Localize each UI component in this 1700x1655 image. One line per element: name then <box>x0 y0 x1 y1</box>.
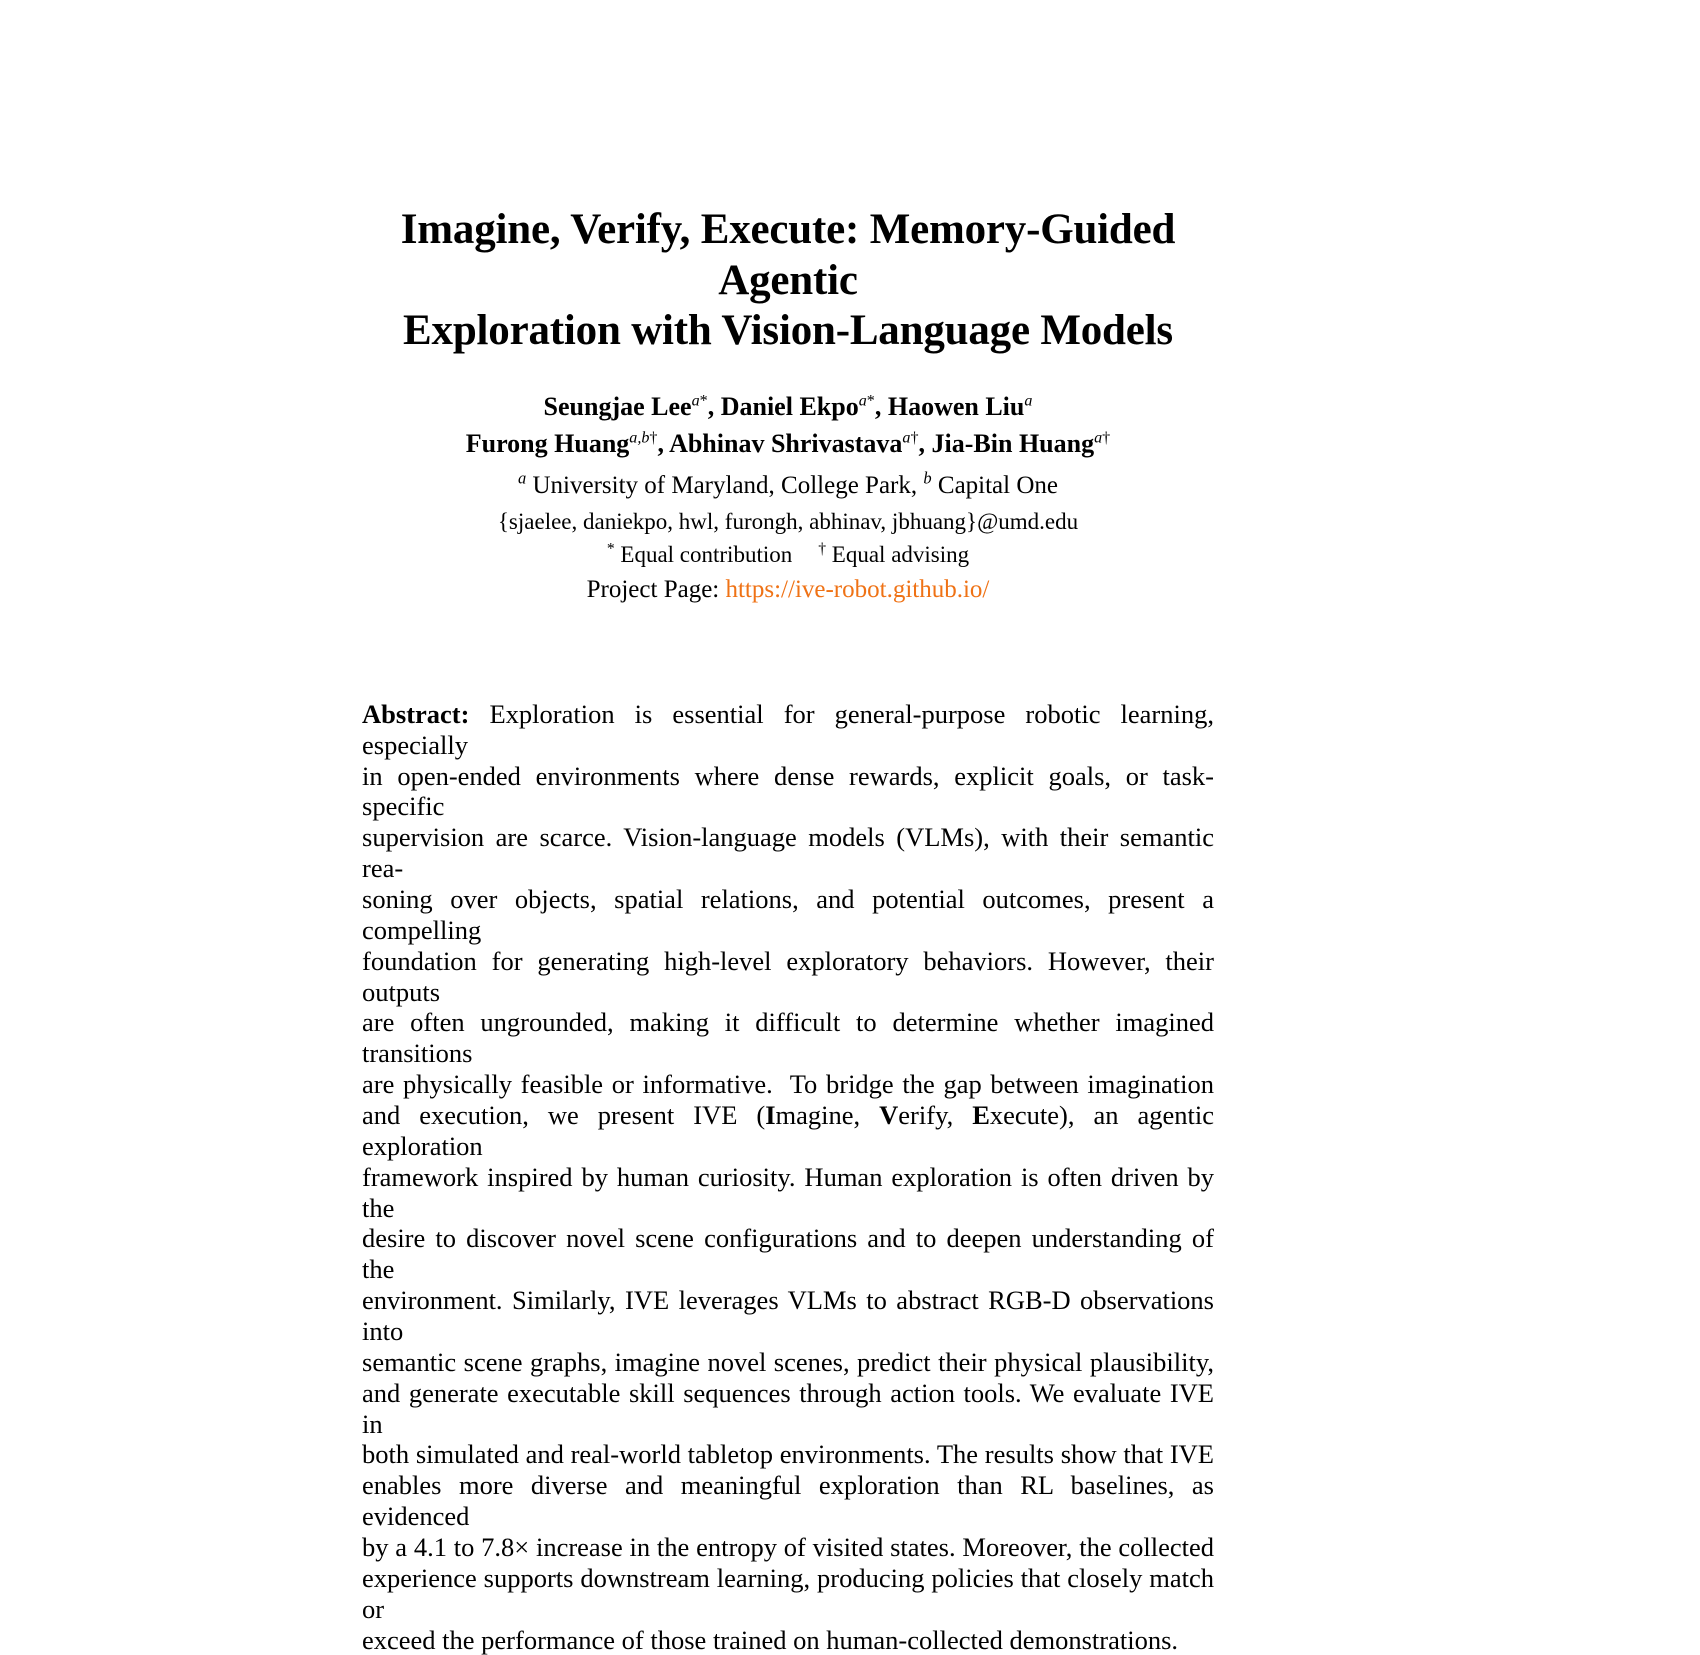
author-affiliation-marker: a,b <box>629 429 650 447</box>
author-line-1: Seungjae Lee$^{a*}$, Daniel Ekpo$^{a*}$, Haowen Liu$^a$ <box>543 392 1033 422</box>
author-block <box>362 389 1214 607</box>
abstract-line: experience supports downstream learning, producing policies that closely match or <box>362 1562 1221 1624</box>
author-name: Haowen Liu <box>887 392 1025 422</box>
affiliation-name-a: University of Maryland, College Park, <box>532 472 918 500</box>
author-affiliation-marker: a <box>1024 392 1033 410</box>
abstract-line: enables more diverse and meaningful exploration than RL baselines, as evidenced <box>362 1470 1221 1532</box>
abstract-label: Abstract: <box>362 698 470 729</box>
equal-contribution-label: Equal contribution <box>620 542 793 568</box>
affiliation-marker-a: a <box>517 468 527 488</box>
abstract-line: desire to discover novel scene configurations and to deepen understanding of the <box>362 1223 1221 1285</box>
author-symbol-marker: † <box>910 429 919 447</box>
abstract-line: exceed the performance of those trained on human-collected demonstrations. <box>362 1624 1179 1655</box>
title-line-1: Imagine, Verify, Execute: Memory-Guided Agentic <box>400 206 1176 304</box>
ive-rest-v: erify, <box>898 1099 973 1130</box>
author-emails: {sjaelee, daniekpo, hwl, furongh, abhinav, jbhuang}@umd.edu <box>497 508 1079 534</box>
author-line-2: Furong Huang$^{a,b\dagger}$, Abhinav Shrivastava$^{a\dagger}$, Jia-Bin Huang$^{a\dagger}$ <box>465 429 1111 459</box>
abstract-paragraph <box>362 698 1221 1655</box>
title-line-2: Exploration with Vision-Language Models <box>403 307 1173 355</box>
abstract-line: framework inspired by human curiosity. Human exploration is often driven by the <box>362 1161 1221 1223</box>
author-affiliation-marker: a <box>858 392 867 410</box>
abstract-line-text: and execution, we present IVE ( <box>362 1099 766 1130</box>
abstract-line-text: Exploration is essential for general-purpose robotic learning, especially <box>362 698 1221 760</box>
ive-bold-i: I <box>765 1099 776 1130</box>
author-symbol-marker: † <box>649 429 658 447</box>
page-title <box>362 0 1214 357</box>
project-page-label: Project Page: <box>586 576 720 604</box>
affiliation-line <box>362 470 1214 503</box>
paper-page <box>362 0 1221 1655</box>
author-footnotes <box>362 540 1214 570</box>
author-name: Abhinav Shrivastava <box>669 429 903 459</box>
abstract-line: are often ungrounded, making it difficult to determine whether imagined transitions <box>362 1007 1221 1069</box>
author-symbol-marker: † <box>1102 429 1111 447</box>
abstract-line: foundation for generating high-level exploratory behaviors. However, their outputs <box>362 945 1221 1007</box>
author-affiliation-marker: a <box>691 392 700 410</box>
ive-rest-e: xecute), an agentic exploration <box>362 1099 1221 1161</box>
equal-contribution-marker: * <box>606 540 615 558</box>
ive-rest-i: magine, <box>775 1099 880 1130</box>
ive-bold-v: V <box>879 1099 899 1130</box>
author-name: Daniel Ekpo <box>720 392 859 422</box>
equal-advising-label: Equal advising <box>831 542 970 568</box>
abstract-line: both simulated and real-world tabletop environments. The results show that IVE <box>362 1439 1214 1470</box>
abstract-line: environment. Similarly, IVE leverages VLMs to abstract RGB-D observations into <box>362 1285 1221 1346</box>
ive-bold-e: E <box>972 1099 990 1130</box>
project-page-line <box>362 574 1214 607</box>
author-name: Furong Huang <box>465 429 630 459</box>
abstract-line <box>362 1099 1221 1162</box>
affiliation-marker-b: b <box>923 468 932 488</box>
affiliation-name-b: Capital One <box>937 472 1058 500</box>
abstract-line: in open-ended environments where dense rewards, explicit goals, or task-specific <box>362 760 1214 822</box>
abstract-line: are physically feasible or informative. To bridge the gap between imagination <box>362 1069 1214 1100</box>
author-symbol-marker: * <box>866 392 875 410</box>
author-affiliation-marker: a <box>1094 429 1103 447</box>
author-name: Seungjae Lee <box>543 392 692 422</box>
project-page-link[interactable]: https://ive-robot.github.io/ <box>725 576 990 604</box>
author-name: Jia-Bin Huang <box>931 429 1095 459</box>
abstract-section <box>362 698 1221 1655</box>
abstract-line: and generate executable skill sequences through action tools. We evaluate IVE in <box>362 1377 1221 1439</box>
author-affiliation-marker: a <box>902 429 911 447</box>
abstract-line: soning over objects, spatial relations, and potential outcomes, present a compelling <box>362 883 1221 945</box>
abstract-line: semantic scene graphs, imagine novel scenes, predict their physical plausibility, <box>362 1346 1214 1377</box>
abstract-line: supervision are scarce. Vision-language models (VLMs), with their semantic rea- <box>362 822 1221 884</box>
abstract-line: by a 4.1 to 7.8× increase in the entropy of visited states. Moreover, the collected <box>362 1532 1214 1562</box>
abstract-line <box>362 698 1221 761</box>
equal-advising-marker: † <box>818 540 827 558</box>
author-symbol-marker: * <box>699 392 708 410</box>
